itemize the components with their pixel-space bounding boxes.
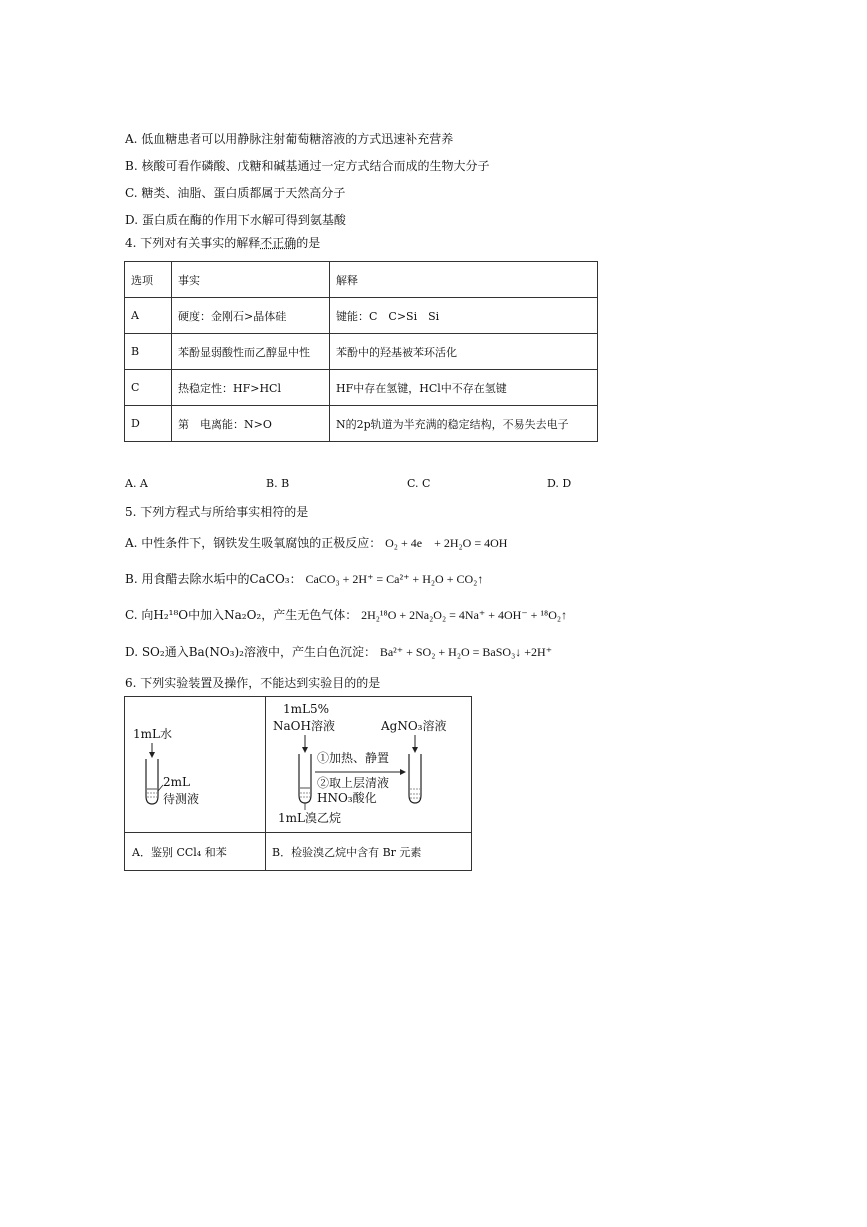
table-row — [125, 298, 598, 334]
q3-option-c: C. 糖类、油脂、蛋白质都属于天然高分子 — [125, 186, 346, 200]
q6-b-label-1: 1mL5% — [283, 702, 330, 716]
q6-stem: 6. 下列实验装置及操作，不能达到实验目的的是 — [125, 676, 381, 690]
q5-option-d — [125, 644, 552, 660]
q4-stem-suffix: 的是 — [296, 236, 321, 250]
q5-a-equation: O₂ + 4e + 2H₂O = 4OH — [385, 536, 508, 550]
table-cell: 第 电离能：N>O — [172, 406, 330, 442]
q4-stem-prefix: 4. 下列对有关事实的解释 — [125, 236, 261, 250]
table-cell: 苯酚显弱酸性而乙醇显中性 — [172, 334, 330, 370]
q6-a-side-label-2: 待测液 — [163, 792, 200, 806]
q3-option-d: D. 蛋白质在酶的作用下水解可得到氨基酸 — [125, 213, 346, 227]
q4-stem — [125, 235, 320, 251]
table-header-cell: 事实 — [172, 262, 330, 298]
q5-c-equation: 2H₂¹⁸O + 2Na₂O₂ = 4Na⁺ + 4OH⁻ + ¹⁸O₂↑ — [361, 608, 568, 622]
q6-b-label-2: NaOH溶液 — [273, 719, 335, 733]
q6-a-side-label-1: 2mL — [163, 775, 190, 789]
q4-stem-emphasis: 不正确 — [260, 236, 297, 250]
table-row — [125, 370, 598, 406]
q5-option-a — [125, 535, 507, 551]
table-cell: D — [125, 406, 172, 442]
table-cell: 硬度：金刚石>晶体硅 — [172, 298, 330, 334]
q5-a-text: A. 中性条件下，钢铁发生吸氧腐蚀的正极反应： — [125, 536, 382, 550]
test-tube-diagram-a — [125, 697, 265, 832]
q4-answer-d: D. D — [547, 477, 572, 490]
q5-option-b — [125, 571, 483, 587]
q4-answer-a: A. A — [125, 477, 148, 490]
q6-apparatus-table — [124, 696, 472, 871]
q3-option-a: A. 低血糖患者可以用静脉注射葡萄糖溶液的方式迅速补充营养 — [125, 132, 454, 146]
q6-b-label-3: AgNO₃溶液 — [381, 719, 447, 733]
table-cell: C — [125, 370, 172, 406]
q6-b-step-2: ②取上层清液 — [317, 776, 390, 790]
q6-b-step-3: HNO₃酸化 — [317, 791, 377, 805]
table-header-row — [125, 262, 598, 298]
table-row — [125, 406, 598, 442]
divider — [125, 832, 471, 833]
table-cell: 键能：C C>Si Si — [330, 298, 598, 334]
q5-b-text: B. 用食醋去除水垢中的CaCO₃： — [125, 572, 302, 586]
q6-caption-a: A．鉴别 CCl₄ 和苯 — [132, 846, 227, 859]
q6-a-top-label: 1mL水 — [133, 727, 172, 741]
q5-b-equation: CaCO₃ + 2H⁺ = Ca²⁺ + H₂O + CO₂↑ — [305, 572, 484, 586]
q3-option-b: B. 核酸可看作磷酸、戊糖和碱基通过一定方式结合而成的生物大分子 — [125, 159, 490, 173]
table-cell: HF中存在氢键，HCl中不存在氢键 — [330, 370, 598, 406]
q4-table — [124, 261, 598, 442]
q4-answer-options — [125, 477, 605, 493]
table-header-cell: 解释 — [330, 262, 598, 298]
q5-d-text: D. SO₂通入Ba(NO₃)₂溶液中，产生白色沉淀： — [125, 645, 376, 659]
table-cell: 热稳定性：HF>HCl — [172, 370, 330, 406]
table-cell: B — [125, 334, 172, 370]
q5-c-text: C. 向H₂¹⁸O中加入Na₂O₂，产生无色气体： — [125, 608, 358, 622]
table-cell: 苯酚中的羟基被苯环活化 — [330, 334, 598, 370]
table-cell: N的2p轨道为半充满的稳定结构，不易失去电子 — [330, 406, 598, 442]
q4-answer-c: C. C — [407, 477, 431, 490]
q6-b-bottom-label: 1mL溴乙烷 — [278, 811, 341, 825]
q5-stem: 5. 下列方程式与所给事实相符的是 — [125, 505, 309, 519]
q6-b-step-1: ①加热、静置 — [317, 751, 390, 765]
q5-d-equation: Ba²⁺ + SO₂ + H₂O = BaSO₃↓ +2H⁺ — [379, 645, 553, 659]
q4-answer-b: B. B — [266, 477, 290, 490]
q6-caption-b: B．检验溴乙烷中含有 Br 元素 — [272, 846, 422, 859]
q5-option-c — [125, 607, 567, 623]
table-header-cell: 选项 — [125, 262, 172, 298]
table-row — [125, 334, 598, 370]
table-cell: A — [125, 298, 172, 334]
